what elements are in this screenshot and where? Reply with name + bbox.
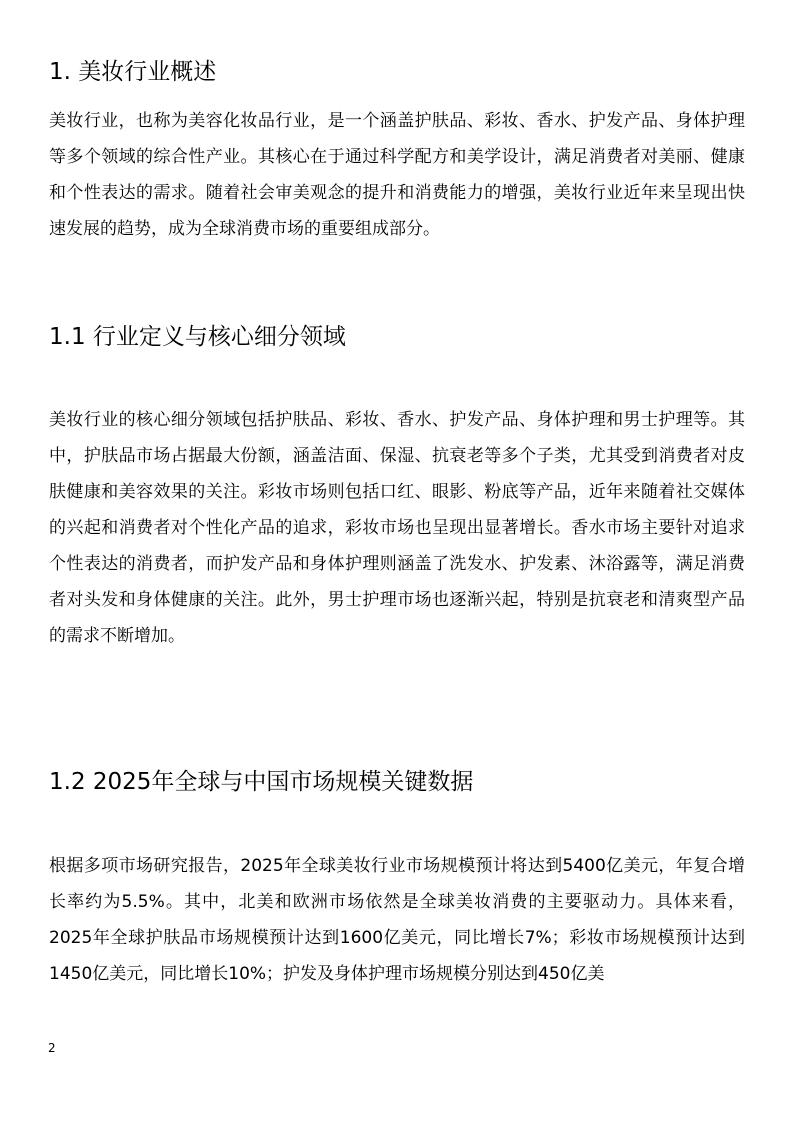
section-1-2-heading: 1.2 2025年全球与中国市场规模关键数据 (49, 769, 474, 795)
section-1-2-paragraph: 根据多项市场研究报告，2025年全球美妆行业市场规模预计将达到5400亿美元，年复合增长率约为5.5%。其中，北美和欧洲市场依然是全球美妆消费的主要驱动力。具体来看，2025年全球护肤品市场规模预计达到1600亿美元，同比增长7%；彩妆市场规模预计达到1450亿美元，同比增长10%；护发及身体护理市场规模分别达到450亿美 (49, 856, 745, 984)
section-1-heading: 1. 美妆行业概述 (49, 59, 217, 85)
page-number: 2 (48, 1041, 56, 1055)
section-1-1-heading: 1.1 行业定义与核心细分领域 (49, 324, 346, 350)
section-1-1-paragraph: 美妆行业的核心细分领域包括护肤品、彩妆、香水、护发产品、身体护理和男士护理等。其中，护肤品市场占据最大份额，涵盖洁面、保湿、抗衰老等多个子类，尤其受到消费者对皮肤健康和美容效果的关注。彩妆市场则包括口红、眼影、粉底等产品，近年来随着社交媒体的兴起和消费者对个性化产品的追求，彩妆市场也呈现出显著增长。香水市场主要针对追求个性表达的消费者，而护发产品和身体护理则涵盖了洗发水、护发素、沐浴露等，满足消费者对头发和身体健康的关注。此外，男士护理市场也逐渐兴起，特别是抗衰老和清爽型产品的需求不断增加。 (49, 410, 745, 646)
section-1-paragraph: 美妆行业，也称为美容化妆品行业，是一个涵盖护肤品、彩妆、香水、护发产品、身体护理等多个领域的综合性产业。其核心在于通过科学配方和美学设计，满足消费者对美丽、健康和个性表达的需求。随着社会审美观念的提升和消费能力的增强，美妆行业近年来呈现出快速发展的趋势，成为全球消费市场的重要组成部分。 (49, 111, 745, 239)
